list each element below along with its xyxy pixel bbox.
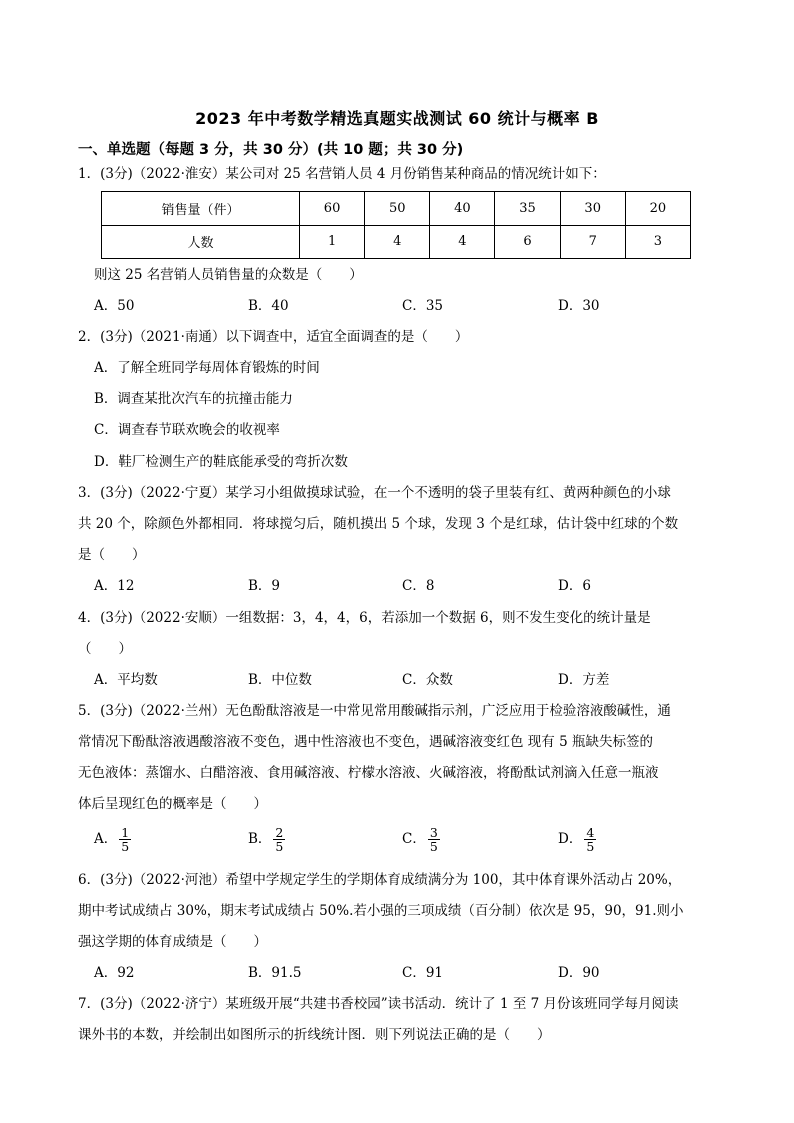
q1-question: 则这 25 名营销人员销售量的众数是（ ） [94, 267, 363, 283]
fraction-denominator: 5 [121, 839, 130, 855]
q1-option-c[interactable]: C．35 [402, 298, 444, 314]
q1-option-d[interactable]: D．30 [558, 298, 600, 314]
q1-option-a[interactable]: A．50 [94, 298, 135, 314]
table-cell: 30 [560, 192, 625, 226]
table-cell: 6 [495, 225, 560, 259]
table-cell: 销售量（件） [102, 192, 300, 226]
sales-table [101, 191, 691, 259]
q7-stem-line2: 课外书的本数，并绘制出如图所示的折线统计图．则下列说法正确的是（ ） [78, 1027, 551, 1043]
q2-option-d[interactable]: D．鞋厂检测生产的鞋底能承受的弯折次数 [94, 454, 348, 470]
option-label: B． [248, 831, 272, 848]
section-heading: 一、单选题（每题 3 分，共 30 分）(共 10 题；共 30 分) [78, 142, 464, 158]
option-label: C． [402, 831, 426, 848]
q4-option-c[interactable]: C．众数 [402, 672, 453, 688]
q1-stem: 1．(3分)（2022·淮安）某公司对 25 名营销人员 4 月份销售某种商品的情况统计如下： [78, 166, 606, 182]
q6-stem-line2: 期中考试成绩占 30%，期末考试成绩占 50%.若小强的三项成绩（百分制）依次是 95，90，91.则小 [78, 903, 684, 919]
q7-stem-line1: 7．(3分)（2022·济宁）某班级开展“共建书香校园”读书活动．统计了 1 至 7 月份该班同学每月阅读 [78, 996, 679, 1012]
fraction-numerator: 3 [429, 825, 438, 840]
q4-stem-line2: （ ） [78, 641, 132, 657]
table-cell: 4 [365, 225, 430, 259]
fraction-denominator: 5 [429, 839, 438, 855]
q3-option-c[interactable]: C．8 [402, 578, 435, 594]
option-label: A． [94, 831, 118, 848]
table-cell: 40 [430, 192, 495, 226]
fraction-denominator: 5 [275, 839, 284, 855]
q6-option-c[interactable]: C．91 [402, 965, 444, 981]
q2-option-c[interactable]: C．调查春节联欢晚会的收视率 [94, 422, 280, 438]
q5-stem-line4: 体后呈现红色的概率是（ ） [78, 796, 267, 812]
q3-stem-line3: 是（ ） [78, 547, 146, 563]
table-cell: 3 [625, 225, 690, 259]
q6-stem-line3: 强这学期的体育成绩是（ ） [78, 934, 267, 950]
q6-stem-line1: 6．(3分)（2022·河池）希望中学规定学生的学期体育成绩满分为 100，其中体育课外活动占 20%， [78, 872, 682, 888]
fraction-numerator: 2 [275, 825, 284, 840]
q5-option-b[interactable] [248, 826, 285, 853]
table-cell: 20 [625, 192, 690, 226]
q4-option-d[interactable]: D．方差 [558, 672, 610, 688]
table-row [102, 225, 691, 259]
q6-option-d[interactable]: D．90 [558, 965, 600, 981]
fraction [584, 826, 596, 853]
q6-option-a[interactable]: A．92 [94, 965, 135, 981]
table-cell: 60 [300, 192, 365, 226]
q4-option-b[interactable]: B．中位数 [248, 672, 312, 688]
option-label: D． [558, 831, 583, 848]
q5-option-c[interactable] [402, 826, 440, 853]
q6-option-b[interactable]: B．91.5 [248, 965, 302, 981]
table-row [102, 192, 691, 226]
q1-option-b[interactable]: B．40 [248, 298, 289, 314]
q2-option-a[interactable]: A．了解全班同学每周体育锻炼的时间 [94, 360, 320, 376]
q5-stem-line2: 常情况下酚酞溶液遇酸溶液不变色，遇中性溶液也不变色，遇碱溶液变红色 现有 5 瓶缺失标签的 [78, 734, 653, 750]
fraction [428, 826, 440, 853]
fraction-numerator: 1 [121, 825, 130, 840]
table-cell: 50 [365, 192, 430, 226]
q3-option-b[interactable]: B．9 [248, 578, 281, 594]
q5-stem-line3: 无色液体：蒸馏水、白醋溶液、食用碱溶液、柠檬水溶液、火碱溶液，将酚酞试剂滴入任意一瓶液 [78, 765, 659, 781]
table-cell: 人数 [102, 225, 300, 259]
q5-option-a[interactable] [94, 826, 131, 853]
fraction [273, 826, 285, 853]
q3-stem-line1: 3．(3分)（2022·宁夏）某学习小组做摸球试验，在一个不透明的袋子里装有红、黄两种颜色的小球 [78, 485, 671, 501]
q2-option-b[interactable]: B．调查某批次汽车的抗撞击能力 [94, 391, 293, 407]
fraction [119, 826, 131, 853]
q5-option-d[interactable] [558, 826, 596, 853]
q3-option-d[interactable]: D．6 [558, 578, 591, 594]
table-cell: 35 [495, 192, 560, 226]
q4-stem-line1: 4．(3分)（2022·安顺）一组数据：3，4，4，6，若添加一个数据 6，则不发生变化的统计量是 [78, 610, 651, 626]
document-title: 2023 年中考数学精选真题实战测试 60 统计与概率 B [195, 109, 599, 128]
table-cell: 4 [430, 225, 495, 259]
q2-stem: 2．(3分)（2021·南通）以下调查中，适宜全面调查的是（ ） [78, 329, 469, 345]
fraction-denominator: 5 [586, 839, 595, 855]
table-cell: 7 [560, 225, 625, 259]
q3-stem-line2: 共 20 个，除颜色外都相同．将球搅匀后，随机摸出 5 个球，发现 3 个是红球，估计袋中红球的个数 [78, 516, 679, 532]
fraction-numerator: 4 [586, 825, 595, 840]
q3-option-a[interactable]: A．12 [94, 578, 135, 594]
q5-stem-line1: 5．(3分)（2022·兰州）无色酚酞溶液是一中常见常用酸碱指示剂，广泛应用于检验溶液酸碱性，通 [78, 703, 671, 719]
table-cell: 1 [300, 225, 365, 259]
q4-option-a[interactable]: A．平均数 [94, 672, 158, 688]
